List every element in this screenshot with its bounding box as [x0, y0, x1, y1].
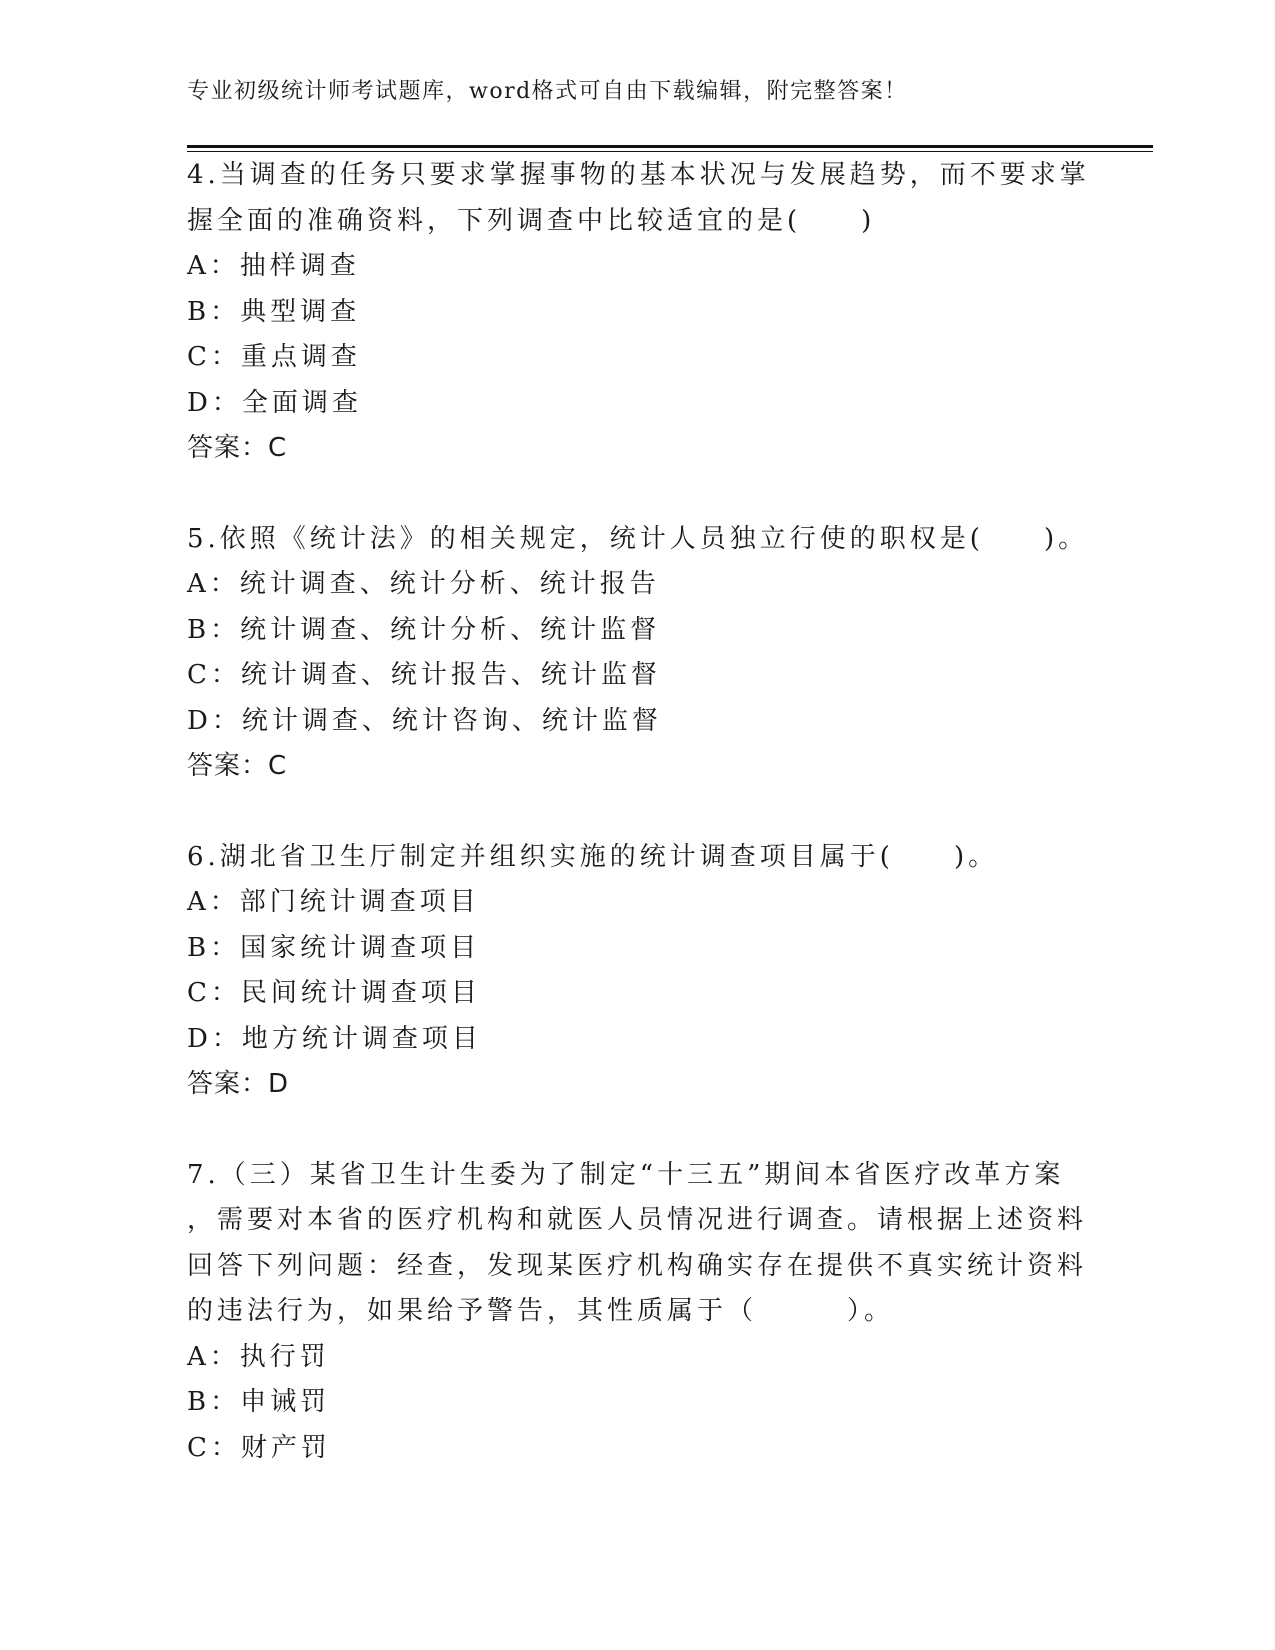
- question-list: [187, 153, 1090, 1471]
- question-stem: 4.当调查的任务只要求掌握事物的基本状况与发展趋势，而不要求掌: [187, 160, 1090, 190]
- option-b: B：申诫罚: [187, 1387, 331, 1417]
- question-stem: 的违法行为，如果给予警告，其性质属于（ ）。: [187, 1296, 895, 1326]
- header-rule-thick: [187, 145, 1153, 148]
- question-stem: 握全面的准确资料，下列调查中比较适宜的是( ): [187, 205, 876, 236]
- option-d: D：统计调查、统计咨询、统计监督: [187, 705, 662, 736]
- option-b: B：典型调查: [187, 296, 361, 327]
- question-5: [187, 517, 1087, 790]
- spacer: [187, 1108, 1087, 1153]
- question-stem: ，需要对本省的医疗机构和就医人员情况进行调查。请根据上述资料: [187, 1205, 1088, 1235]
- option-b: B：国家统计调查项目: [187, 932, 481, 963]
- page-header: 专业初级统计师考试题库，word格式可自由下载编辑，附完整答案！: [187, 79, 908, 104]
- spacer: [187, 472, 1087, 517]
- spacer: [187, 790, 1087, 835]
- option-c: C：财产罚: [187, 1432, 331, 1463]
- option-a: A：统计调查、统计分析、统计报告: [187, 569, 660, 599]
- option-d: D：地方统计调查项目: [187, 1023, 482, 1054]
- option-d: D：全面调查: [187, 387, 362, 418]
- option-a: A：抽样调查: [187, 251, 360, 281]
- question-stem: 回答下列问题：经查，发现某医疗机构确实存在提供不真实统计资料: [187, 1250, 1088, 1281]
- option-c: C：统计调查、统计报告、统计监督: [187, 660, 661, 690]
- question-stem: 6.湖北省卫生厅制定并组织实施的统计调查项目属于( )。: [187, 841, 999, 872]
- option-c: C：重点调查: [187, 342, 361, 372]
- option-c: C：民间统计调查项目: [187, 978, 481, 1008]
- answer: 答案：D: [187, 1069, 290, 1099]
- question-4: [187, 153, 1090, 472]
- question-stem: 5.依照《统计法》的相关规定，统计人员独立行使的职权是( )。: [187, 523, 1089, 554]
- question-stem: 7.（三）某省卫生计生委为了制定“十三五”期间本省医疗改革方案: [187, 1159, 1065, 1190]
- option-a: A：部门统计调查项目: [187, 887, 480, 917]
- option-b: B：统计调查、统计分析、统计监督: [187, 614, 661, 645]
- header-rule-thin: [187, 151, 1153, 152]
- option-a: A：执行罚: [187, 1341, 330, 1372]
- question-7: [187, 1153, 1087, 1472]
- answer: 答案：C: [187, 751, 288, 781]
- question-6: [187, 835, 1087, 1108]
- answer: 答案：C: [187, 433, 288, 463]
